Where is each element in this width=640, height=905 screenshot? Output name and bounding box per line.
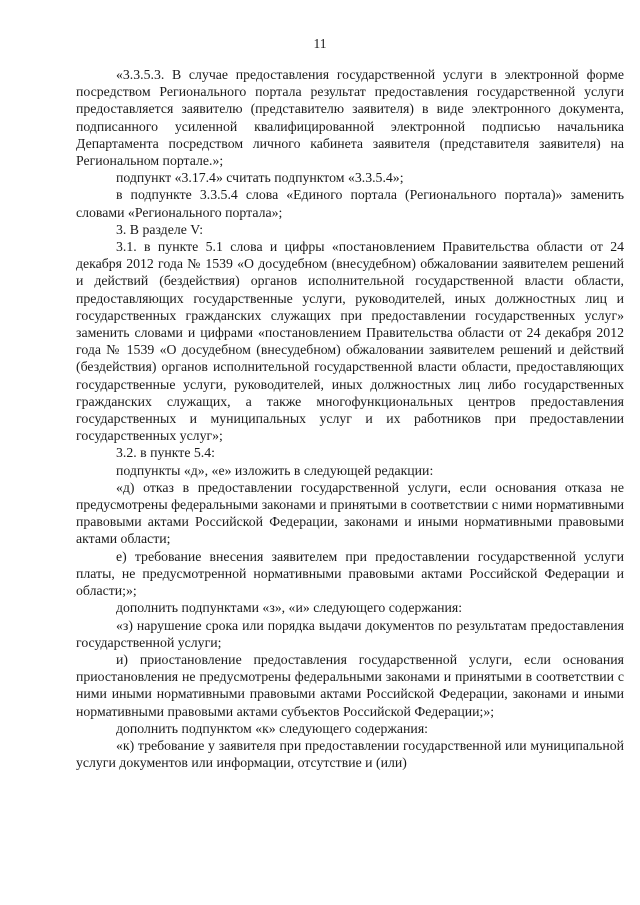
paragraph-subclause-k: «к) требование у заявителя при предоставлении государственной или муниципальной услуги документов или информации, отсутствие и (или) [76,737,624,771]
paragraph-add-z-i-intro: дополнить подпунктами «з», «и» следующего содержания: [116,600,463,616]
paragraph-subclause-renumber: подпункт «3.17.4» считать подпунктом «3.3.5.4»; [116,170,404,186]
document-body [76,66,624,771]
paragraph-subclause-i: и) приостановление предоставления государственной услуги, если основания приостановления не предусмотрены федеральными законами и принятыми в соответствии с ними иными нормативными правовыми актами Российской Федерации, законами и иными нормативными правовыми актами субъектов Российской Федерации;»; [76,651,624,719]
paragraph-3-2: 3.2. в пункте 5.4: [116,445,215,461]
paragraph-3-1: 3.1. в пункте 5.1 слова и цифры «постановлением Правительства области от 24 декабря 2012 года № 1539 «О досудебном (внесудебном) обжаловании заявителем решений и действий (бездействия) органов исполнительной государственной власти области, предоставляющих государственные услуги, руководителей, иных должностных лиц и государственных гражданских служащих при предоставлении государственных услуг» заменить словами и цифрами «постановлением Правительства области от 24 декабря 2012 года № 1539 «О досудебном (внесудебном) обжаловании заявителем решений и действий (бездействия) органов исполнительной государственной власти области, предоставляющих государственные услуги, руководителей, иных должностных лиц либо государственных гражданских служащих, а также многофункциональных центров предоставления государственных и муниципальных услуг и их работников при предоставлении государственных услуг»; [76,239,624,444]
paragraph-subclauses-d-e-intro: подпункты «д», «е» изложить в следующей редакции: [116,462,434,478]
paragraph-section-v-heading: 3. В разделе V: [116,221,204,237]
paragraph-subclause-z: «з) нарушение срока или порядка выдачи документов по результатам предоставления государственной услуги; [76,617,624,650]
page-number: 11 [313,36,327,51]
paragraph-add-k-intro: дополнить подпунктом «к» следующего содержания: [116,720,428,736]
paragraph-subclause-d: «д) отказ в предоставлении государственной услуги, если основания отказа не предусмотрены федеральными законами и принятыми в соответствии с ними нормативными правовыми актами Российской Федерации, законами и иными нормативными правовыми актами области; [76,479,624,547]
paragraph-3-3-5-3: «3.3.5.3. В случае предоставления государственной услуги в электронной форме посредством Регионального портала результат предоставления государственной услуги предоставляется заявителю (представителю заявителя) в виде электронного документа, подписанного усиленной квалифицированной электронной подписью начальника Департамента посредством личного кабинета заявителя (представителя заявителя) на Региональном портале.»; [76,67,624,169]
paragraph-subclause-e: е) требование внесения заявителем при предоставлении государственной услуги платы, не предусмотренной нормативными правовыми актами Российской Федерации и области;»; [76,548,624,599]
paragraph-replace-words: в подпункте 3.3.5.4 слова «Единого портала (Регионального портала)» заменить словами «Регионального портала»; [76,187,624,220]
